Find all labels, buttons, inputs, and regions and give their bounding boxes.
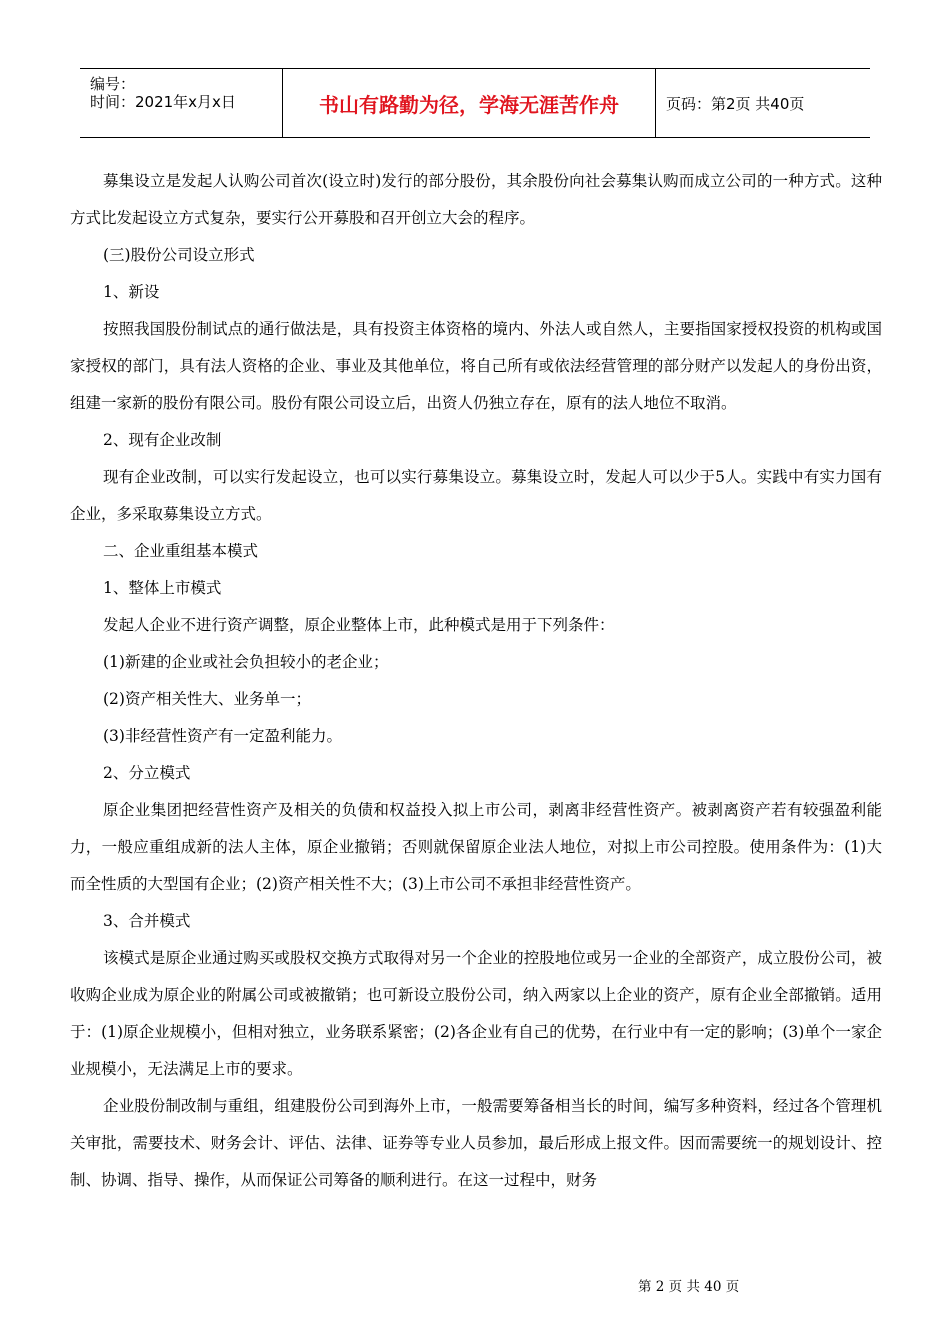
paragraph: 二、企业重组基本模式 [103,542,259,560]
header-motto: 书山有路勤为径，学海无涯苦作舟 [282,69,656,137]
paragraph: (2)资产相关性大、业务单一； [103,690,311,708]
paragraph: 3、合并模式 [103,912,191,930]
paragraph: 2、现有企业改制 [103,431,222,449]
paragraph: (3)非经营性资产有一定盈利能力。 [103,727,342,745]
paragraph: 现有企业改制，可以实行发起设立，也可以实行募集设立。募集设立时，发起人可以少于5人。实践中有实力国有企业，多采取募集设立方式。 [70,468,882,523]
document-body [70,163,882,1199]
document-time-label: 时间：2021年x月x日 [90,93,236,111]
paragraph: 1、整体上市模式 [103,579,222,597]
paragraph: 募集设立是发起人认购公司首次(设立时)发行的部分股份，其余股份向社会募集认购而成立公司的一种方式。这种方式比发起设立方式复杂，要实行公开募股和召开创立大会的程序。 [70,172,882,227]
paragraph: 原企业集团把经营性资产及相关的负债和权益投入拟上市公司，剥离非经营性资产。被剥离资产若有较强盈利能力，一般应重组成新的法人主体，原企业撤销；否则就保留原企业法人地位，对拟上市公司控股。使用条件为：(1)大而全性质的大型国有企业；(2)资产相关性不大；(3)上市公司不承担非经营性资产。 [70,801,882,893]
paragraph: 发起人企业不进行资产调整，原企业整体上市，此种模式是用于下列条件： [103,616,615,634]
document-number-label: 编号： [90,75,136,93]
paragraph: 该模式是原企业通过购买或股权交换方式取得对另一个企业的控股地位或另一企业的全部资产，成立股份公司，被收购企业成为原企业的附属公司或被撤销；也可新设立股份公司，纳入两家以上企业的资产，原有企业全部撤销。适用于：(1)原企业规模小，但相对独立，业务联系紧密；(2)各企业有自己的优势，在行业中有一定的影响；(3)单个一家企业规模小，无法满足上市的要求。 [70,949,882,1078]
paragraph: 1、新设 [103,283,160,301]
paragraph: (三)股份公司设立形式 [103,246,255,264]
paragraph: 企业股份制改制与重组，组建股份公司到海外上市，一般需要筹备相当长的时间，编写多种资料，经过各个管理机关审批，需要技术、财务会计、评估、法律、证券等专业人员参加，最后形成上报文件。因而需要统一的规划设计、控制、协调、指导、操作，从而保证公司筹备的顺利进行。在这一过程中，财务 [70,1097,882,1189]
page-footer: 第 2 页 共 40 页 [638,1279,740,1295]
header-page-info: 页码：第2页 共40页 [666,94,805,113]
header-left-cell [80,69,282,137]
paragraph: 2、分立模式 [103,764,191,782]
paragraph: (1)新建的企业或社会负担较小的老企业； [103,653,389,671]
page-header [80,68,870,138]
paragraph: 按照我国股份制试点的通行做法是，具有投资主体资格的境内、外法人或自然人，主要指国家授权投资的机构或国家授权的部门，具有法人资格的企业、事业及其他单位，将自己所有或依法经营管理的部分财产以发起人的身份出资，组建一家新的股份有限公司。股份有限公司设立后，出资人仍独立存在，原有的法人地位不取消。 [70,320,882,412]
